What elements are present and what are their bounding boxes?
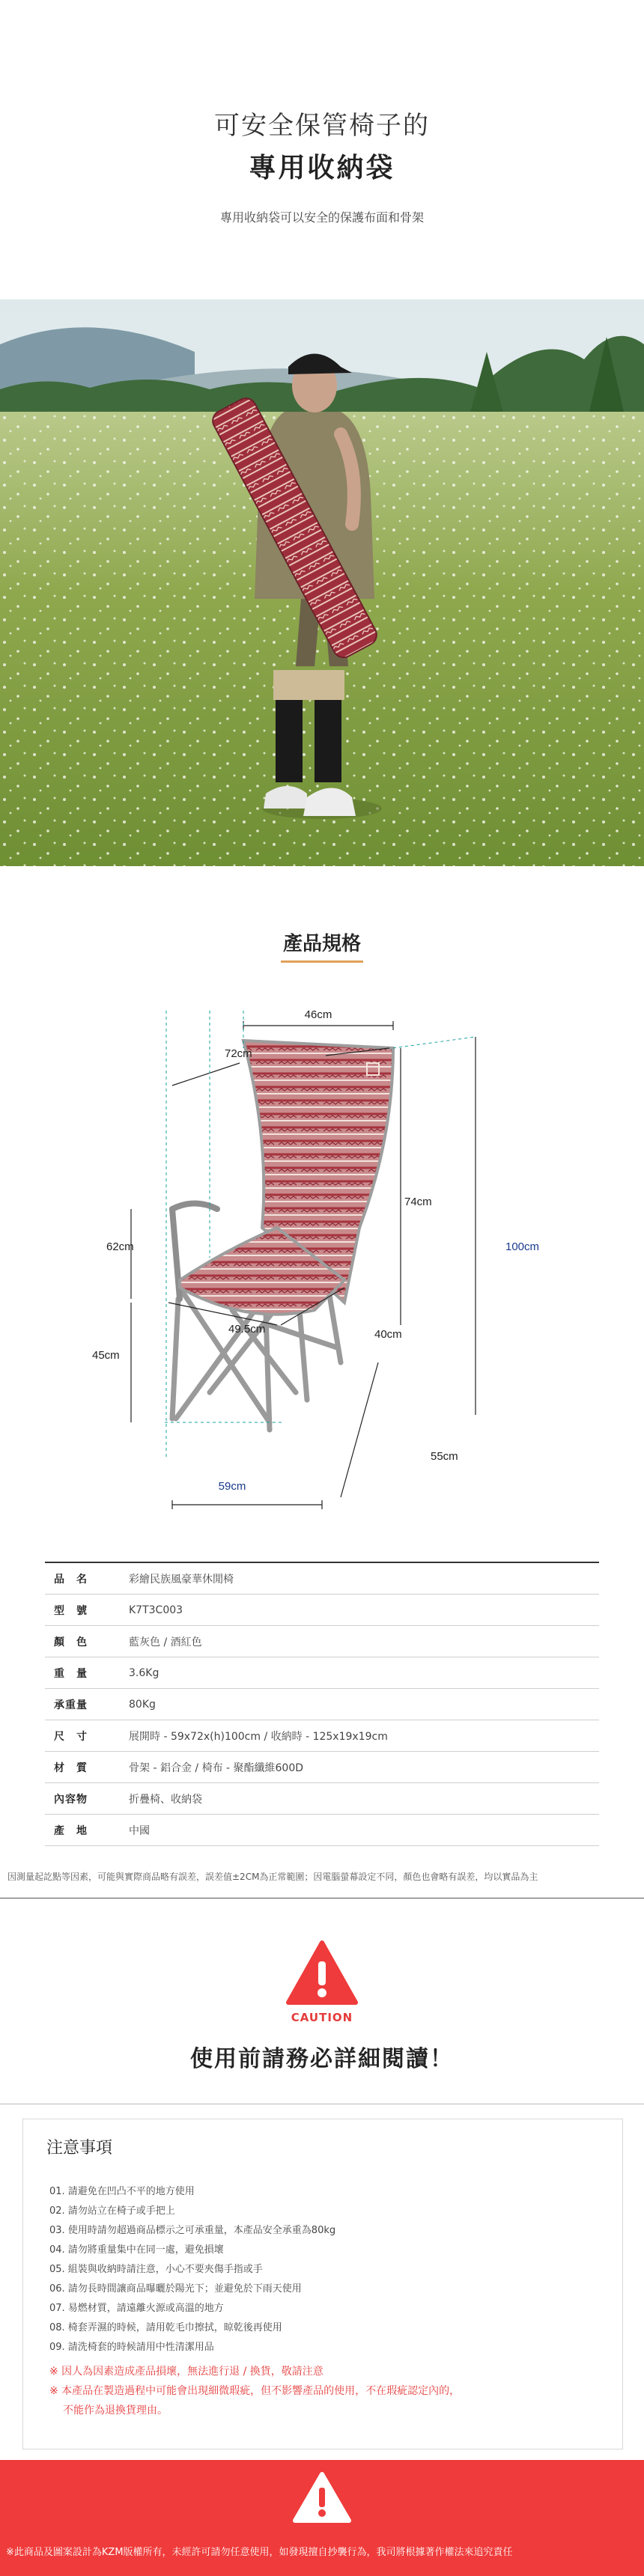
spec-value: 折疊椅、收納袋 xyxy=(129,1793,202,1806)
list-item: 05. 組裝與收納時請注意，小心不要夾傷手指或手 xyxy=(49,2264,263,2275)
dimension-45: 45cm xyxy=(92,1349,120,1362)
spec-row xyxy=(45,1626,599,1657)
caution-label: CAUTION xyxy=(291,2011,353,2024)
notice-list xyxy=(49,2182,619,2357)
headline-subtitle: 專用收納袋可以安全的保護布面和骨架 xyxy=(219,210,424,225)
spec-row xyxy=(45,1595,599,1626)
dimension-55: 55cm xyxy=(431,1450,458,1463)
warning-line: 不能作為退換貨理由。 xyxy=(63,2405,168,2417)
spec-key: 產 地 xyxy=(54,1824,88,1837)
list-item: 02. 請勿站立在椅子或手把上 xyxy=(49,2205,175,2217)
list-item: 06. 請勿長時間讓商品曝曬於陽光下；並避免於下雨天使用 xyxy=(49,2283,302,2295)
dimension-72: 72cm xyxy=(225,1047,252,1060)
spec-value: 80Kg xyxy=(129,1698,156,1711)
warning-line: ※ 因人為因素造成產品損壞，無法進行退 / 換貨，敬請注意 xyxy=(49,2366,323,2378)
list-item: 03. 使用時請勿超過商品標示之可承重量，本產品安全承重為80kg xyxy=(49,2225,336,2236)
spec-key: 型 號 xyxy=(54,1604,88,1617)
list-item: 09. 請洗椅套的時候請用中性清潔用品 xyxy=(49,2342,214,2353)
spec-title: 產品規格 xyxy=(282,933,361,955)
spec-row xyxy=(45,1563,599,1595)
spec-key: 品 名 xyxy=(54,1573,88,1586)
spec-key: 重 量 xyxy=(54,1667,88,1680)
spec-value: K7T3C003 xyxy=(129,1604,183,1616)
list-item: 07. 易燃材質，請遠離火源或高溫的地方 xyxy=(49,2303,224,2314)
notice-title: 注意事項 xyxy=(46,2139,113,2158)
spec-title-underline xyxy=(281,960,363,963)
footer-warning-icon xyxy=(292,2471,352,2524)
dimension-62: 62cm xyxy=(106,1240,134,1253)
footer-banner xyxy=(0,2460,644,2576)
spec-row xyxy=(45,1815,599,1846)
measurement-note: 因測量起訖點等因素，可能與實際商品略有誤差，誤差值±2CM為正常範圍；因電腦螢幕設定不同，顏色也會略有誤差，均以實品為主 xyxy=(7,1872,538,1882)
chair-dimension-diagram xyxy=(92,1003,562,1520)
dimension-49: 49.5cm xyxy=(228,1323,266,1336)
spec-row xyxy=(45,1752,599,1783)
list-item: 08. 椅套弄濕的時候，請用乾毛巾擦拭，晾乾後再使用 xyxy=(49,2322,282,2333)
spec-value: 3.6Kg xyxy=(129,1666,160,1679)
spec-key: 內容物 xyxy=(54,1793,88,1806)
headline-line2: 專用收納袋 xyxy=(249,153,395,183)
copyright-notice: ※此商品及圖案設計為KZM版權所有，未經許可請勿任意使用，如發現擅自抄襲行為，我司將根據著作權法來追究責任 xyxy=(6,2547,513,2558)
list-item: 01. 請避免在凹凸不平的地方使用 xyxy=(49,2186,195,2197)
dimension-46: 46cm xyxy=(304,1008,332,1021)
spec-value: 中國 xyxy=(129,1824,150,1837)
spec-key: 尺 寸 xyxy=(54,1730,88,1743)
dimension-40: 40cm xyxy=(374,1328,402,1341)
dimension-74: 74cm xyxy=(404,1196,432,1208)
spec-value: 藍灰色 / 酒紅色 xyxy=(129,1636,202,1648)
spec-table xyxy=(45,1562,599,1846)
read-before-use-title: 使用前請務必詳細閱讀！ xyxy=(190,2046,454,2072)
warning-notes xyxy=(49,2362,619,2420)
warning-line: ※ 本產品在製造過程中可能會出現細微瑕疵，但不影響產品的使用，不在瑕疵認定內的， xyxy=(49,2385,461,2397)
dimension-100: 100cm xyxy=(505,1240,540,1253)
spec-value: 展開時 - 59x72x(h)100cm / 收納時 - 125x19x19cm xyxy=(129,1730,388,1743)
spec-row xyxy=(45,1689,599,1720)
spec-key: 承重量 xyxy=(54,1699,88,1711)
dimension-59: 59cm xyxy=(218,1480,246,1493)
spec-key: 顏 色 xyxy=(54,1636,88,1648)
spec-row xyxy=(45,1657,599,1689)
spec-value: 骨架 - 鋁合金 / 椅布 - 聚酯纖維600D xyxy=(129,1762,304,1774)
spec-row xyxy=(45,1720,599,1752)
list-item: 04. 請勿將重量集中在同一處，避免損壞 xyxy=(49,2244,224,2256)
warning-triangle-icon xyxy=(285,1939,359,2006)
product-photo xyxy=(0,299,644,866)
spec-row xyxy=(45,1783,599,1815)
headline-line1: 可安全保管椅子的 xyxy=(214,111,430,141)
spec-key: 材 質 xyxy=(54,1762,88,1774)
spec-value: 彩繪民族風豪華休閒椅 xyxy=(129,1573,234,1586)
